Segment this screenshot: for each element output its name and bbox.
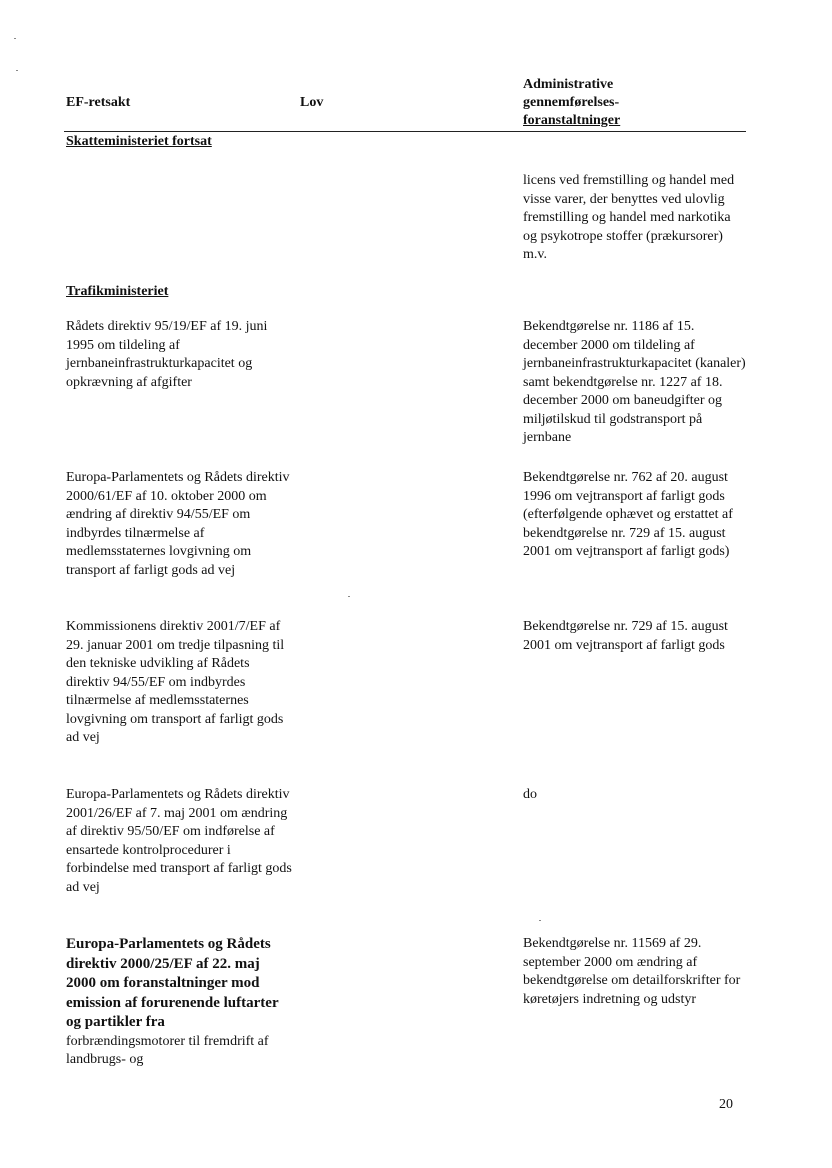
entry-2-right: Bekendtgørelse nr. 762 af 20. august 1996 om vejtransport af farligt gods (efterfølgende ophævet og erstattet af bekendtgørelse nr. 729 af 15. august 2001 om vejtransport af farligt gods) [523,470,733,559]
header-divider [64,131,746,132]
header-admin-line1: Administrative [523,77,614,92]
section-trafikministeriet: Trafikministeriet [66,284,169,299]
page-number: 20 [719,1097,733,1112]
entry-5-left-normal: forbrændingsmotorer til fremdrift af landbrugs- og [66,1033,269,1067]
header-administrative [523,76,620,130]
header-ef-retsakt: EF-retsakt [66,95,131,110]
section-skatteministeriet: Skatteministeriet fortsat [66,134,212,149]
scan-speck [348,596,350,597]
entry-5-right: Bekendtgørelse nr. 11569 af 29. september 2000 om ændring af bekendtgørelse om detailforskrifter for køretøjers indretning og udstyr [523,936,741,1007]
entry-4-left: Europa-Parlamentets og Rådets direktiv 2001/26/EF af 7. maj 2001 om ændring af direktiv 95/50/EF om indførelse af ensartede kontrolprocedurer i forbindelse med transport af farligt gods ad vej [66,787,292,895]
entry-2-left: Europa-Parlamentets og Rådets direktiv 2000/61/EF af 10. oktober 2000 om ændring af direktiv 94/55/EF om indbyrdes tilnærmelse af medlemsstaternes lovgivning om transport af farligt gods ad vej [66,470,290,578]
entry-3-right: Bekendtgørelse nr. 729 af 15. august 2001 om vejtransport af farligt gods [523,619,728,653]
scan-speck [16,70,18,71]
entry-1-left: Rådets direktiv 95/19/EF af 19. juni 1995 om tildeling af jernbaneinfrastrukturkapacitet og opkrævning af afgifter [66,319,268,390]
entry-3-left: Kommissionens direktiv 2001/7/EF af 29. januar 2001 om tredje tilpasning til den tekniske udvikling af Rådets direktiv 94/55/EF om indbyrdes tilnærmelse af medlemsstaternes lovgivning om transport af farligt gods ad vej [66,619,285,745]
entry-1-right: Bekendtgørelse nr. 1186 af 15. december 2000 om tildeling af jernbaneinfrastrukturkapacitet (kanaler) samt bekendtgørelse nr. 1227 af 18. december 2000 om baneudgifter og miljøtilskud til godstransport på jernbane [523,319,746,445]
scan-speck [539,920,541,921]
header-admin-line3: foranstaltninger [523,113,621,128]
entry-4-right: do [523,787,537,802]
scan-speck [14,38,16,39]
entry-5-left [66,935,291,1070]
header-lov: Lov [300,95,324,110]
entry-5-left-bold: Europa-Parlamentets og Rådets direktiv 2000/25/EF af 22. maj 2000 om foranstaltninger mod emission af forurenende luftarter og partikler fra [66,936,279,1030]
entry-0-right: licens ved fremstilling og handel med visse varer, der benyttes ved ulovlig fremstilling og handel med narkotika og psykotrope stoffer (prækursorer) m.v. [523,173,735,262]
header-admin-line2: gennemførelses- [523,95,620,110]
